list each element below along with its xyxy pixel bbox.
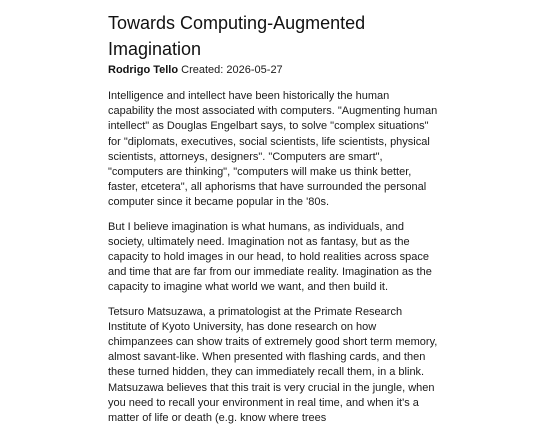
paragraph-3: Tetsuro Matsuzawa, a primatologist at the Primate Research Institute of Kyoto University, has done research on how chimpanzees can show traits of extremely good short term memory, almost savant-like. When presented with flashing cards, and then these turned hidden, they can immediately recall them, in a blink. Matsuzawa believes that this trait is very crucial in the jungle, when you need to recall your environment in real time, and when it's a matter of life or death (e.g. know where trees <box>108 305 438 425</box>
article <box>108 10 438 435</box>
article-meta <box>108 63 438 77</box>
article-title: Towards Computing-Augmented Imagination <box>108 13 366 59</box>
created-label: Created: <box>181 64 224 76</box>
article-body <box>108 89 438 426</box>
created-date: 2026-05-27 <box>226 64 283 76</box>
paragraph-1: Intelligence and intellect have been historically the human capability the most associated with computers. "Augmenting human intellect" as Douglas Engelbart says, to solve "complex situations" for "diplomats, executives, social scientists, life scientists, physical scientists, attorneys, designers". "Computers are smart", "computers are thinking", "computers will make us think better, faster, etcetera", all aphorisms that have surrounded the personal computer since it became popular in the '80s. <box>108 90 438 209</box>
paragraph-2: But I believe imagination is what humans, as individuals, and society, ultimately need. Imagination not as fantasy, but as the capacity to hold images in our head, to hold realities across space and time that are far from our immediate reality. Imagination as the capacity to imagine what world we want, and then build it. <box>108 220 432 294</box>
author-link[interactable]: Rodrigo Tello <box>108 64 179 76</box>
